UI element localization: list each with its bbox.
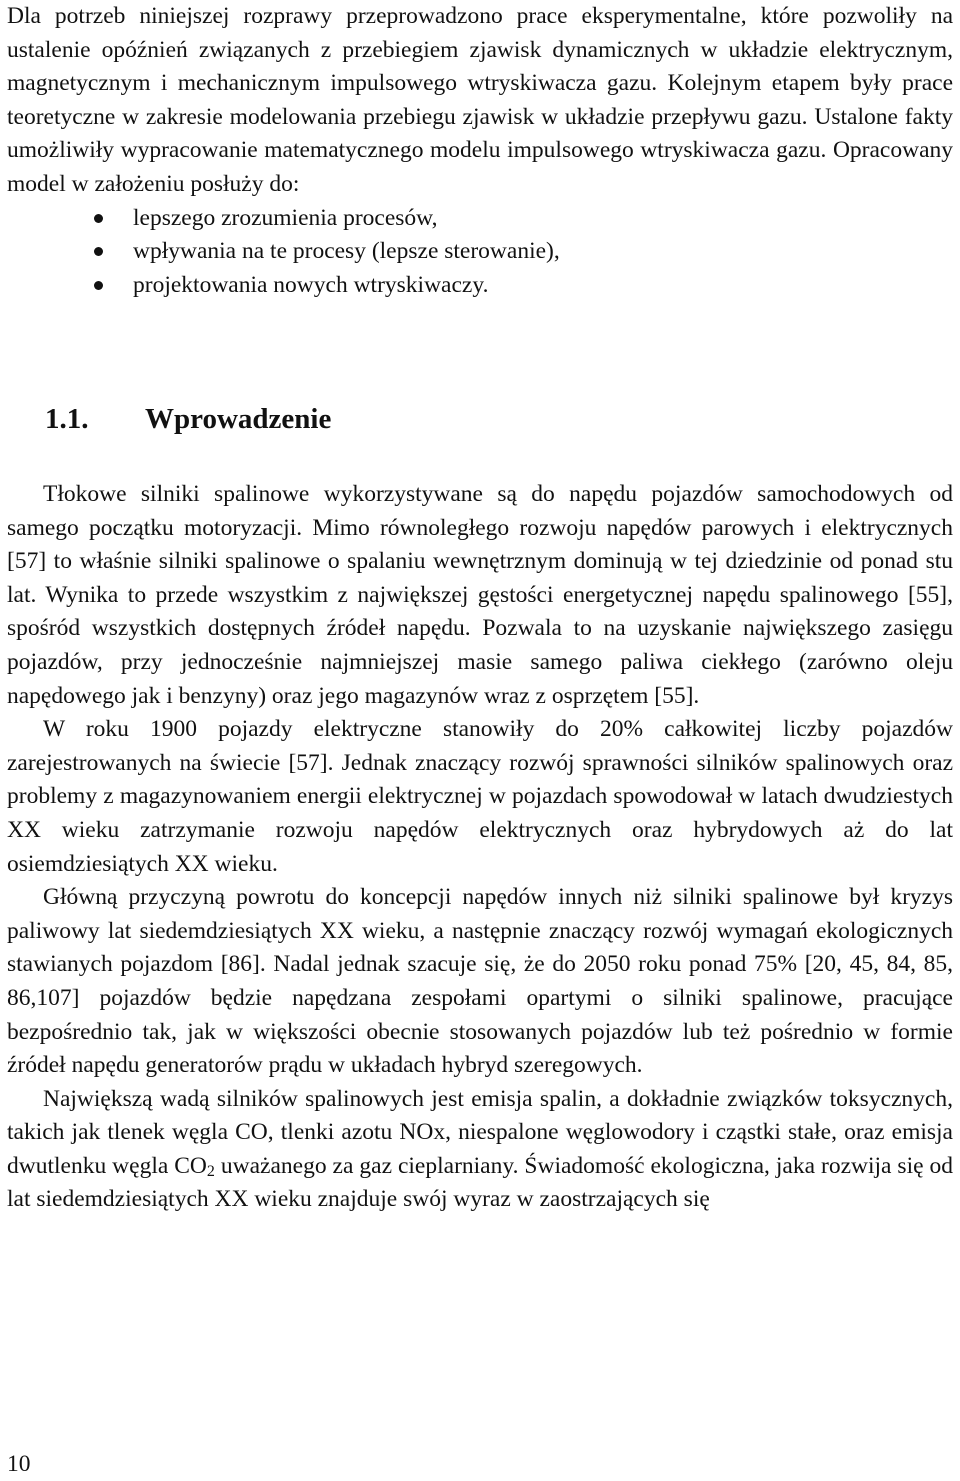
intro-paragraph: Dla potrzeb niniejszej rozprawy przeprowadzono prace eksperymentalne, które pozwoliły na ustalenie opóźnień związanych z przebiegiem zjawisk dynamicznych w układzie elektrycznym, magnetycznym i mechanicznym impulsowego wtryskiwacza gazu. Kolejnym etapem były prace teoretyczne w zakresie modelowania przebiegu zjawisk w układzie przepływu gazu. Ustalone fakty umożliwiły wypracowanie matematycznego modelu impulsowego wtryskiwacza gazu. Opracowany model w założeniu posłuży do: <box>7 3 953 197</box>
body-paragraph-4 <box>7 1083 953 1217</box>
list-item-text: wpływania na te procesy (lepsze sterowanie), <box>133 238 560 265</box>
section-heading <box>45 403 331 436</box>
bullet-dot-icon <box>94 247 103 256</box>
subscript: 2 <box>206 1162 215 1180</box>
list-item <box>7 202 953 236</box>
bullet-dot-icon <box>94 214 103 223</box>
body-paragraph-2: W roku 1900 pojazdy elektryczne stanowiły do 20% całkowitej liczby pojazdów zarejestrowanych na świecie [57]. Jednak znaczący rozwój sprawności silników spalinowych oraz problemy z magazynowaniem energii elektrycznej w pojazdach spowodował w latach dwudziestych XX wieku zatrzymanie rozwoju napędów elektrycznych oraz hybrydowych aż do lat osiemdziesiątych XX wieku. <box>7 716 953 877</box>
document-page <box>7 0 953 302</box>
paragraph-text: uważanego za gaz cieplarniany. Świadomość ekologiczna, jaka rozwija się od lat siedemdziesiątych XX wieku znajduje swój wyraz w zaostrzających się <box>7 1152 954 1213</box>
body-paragraph-3: Główną przyczyną powrotu do koncepcji napędów innych niż silniki spalinowe był kryzys paliwowy lat siedemdziesiątych XX wieku, a następnie znaczący rozwój wymagań ekologicznych stawianych pojazdom [86]. Nadal jednak szacuje się, że do 2050 roku ponad 75% [20, 45, 84, 85, 86,107] pojazdów będzie napędzana zespołami opartymi o silniki spalinowe, pracujące bezpośrednio tak, jak w większości obecnie stosowanych pojazdów lub też pośrednio w formie źródeł napędu generatorów prądu w układach hybryd szeregowych. <box>7 884 953 1079</box>
body-paragraph-1: Tłokowe silniki spalinowe wykorzystywane są do napędu pojazdów samochodowych od samego początku motoryzacji. Mimo równoległego rozwoju napędów parowych i elektrycznych [57] to właśnie silniki spalinowe o spalaniu wewnętrznym dominują w tej dziedzinie od ponad stu lat. Wynika to przede wszystkim z największej gęstości energetycznej napędu spalinowego [55], spośród wszystkich dostępnych źródeł napędu. Pozwala to na uzyskanie największego zasięgu pojazdów, przy jednocześnie najmniejszej masie samego paliwa ciekłego (zarówno oleju napędowego jak i benzyny) oraz jego magazynów wraz z osprzętem [55]. <box>7 481 953 709</box>
list-item-text: lepszego zrozumienia procesów, <box>133 204 438 231</box>
list-item-text: projektowania nowych wtryskiwaczy. <box>133 271 489 298</box>
list-item <box>7 235 953 269</box>
bullet-dot-icon <box>94 281 103 290</box>
bullet-list <box>7 202 953 303</box>
list-item <box>7 269 953 303</box>
paragraph-text: Największą wadą silników spalinowych jest emisja spalin, a dokładnie związków toksycznych, takich jak tlenek węgla CO, tlenki azotu NOx, niespalone węglowodory i cząstki stałe, oraz emisja dwutlenku węgla CO <box>7 1085 953 1179</box>
section-number: 1.1. <box>45 403 89 435</box>
section-title: Wprowadzenie <box>145 403 332 435</box>
section-body <box>7 478 953 1217</box>
page-number: 10 <box>7 1451 31 1477</box>
